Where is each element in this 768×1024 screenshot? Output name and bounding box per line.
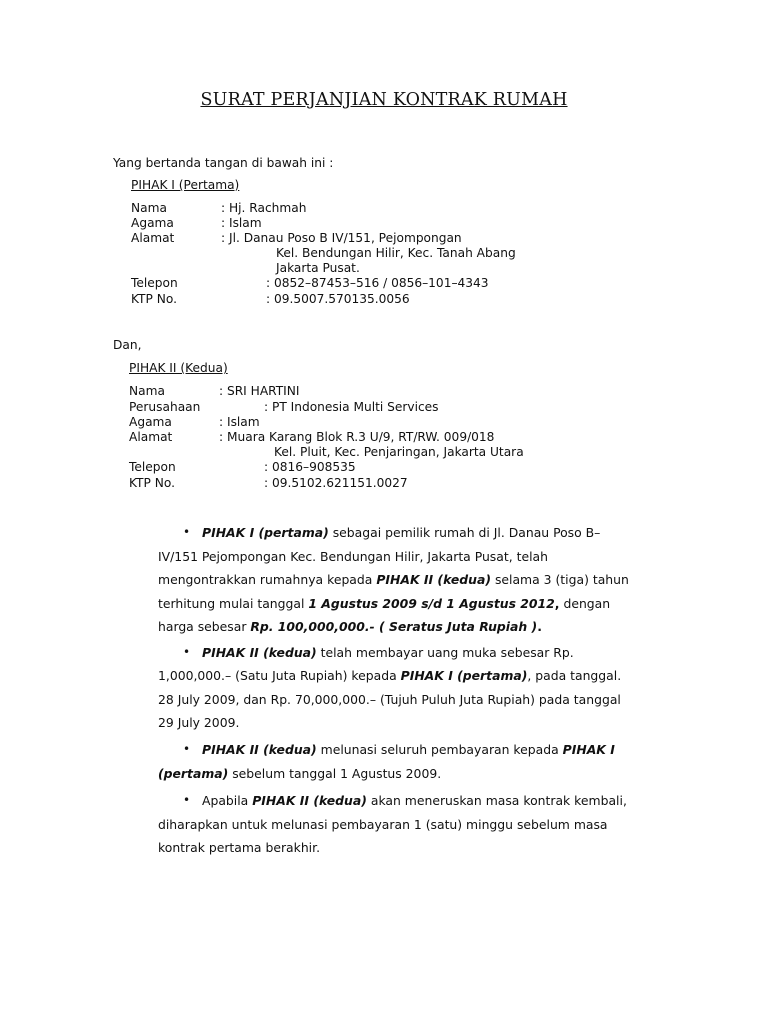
- pihak2-nama-value: : SRI HARTINI: [219, 384, 300, 398]
- dan-text: Dan,: [113, 338, 142, 352]
- clause2-line4: 29 July 2009.: [158, 715, 240, 730]
- clause4-line1: Apabila PIHAK II (kedua) akan meneruskan masa kontrak kembali,: [202, 793, 627, 808]
- pihak1-ktp-label: KTP No.: [131, 292, 177, 306]
- bullet-icon: •: [183, 742, 191, 756]
- pihak2-agama-value: : Islam: [219, 415, 260, 429]
- bullet-icon: •: [183, 645, 191, 659]
- clause2-line3: 28 July 2009, dan Rp. 70,000,000.– (Tujuh Puluh Juta Rupiah) pada tanggal: [158, 692, 621, 707]
- clause2-line1: PIHAK II (kedua) telah membayar uang muka sebesar Rp.: [202, 645, 574, 660]
- pihak2-agama-label: Agama: [129, 415, 172, 429]
- document-title: SURAT PERJANJIAN KONTRAK RUMAH: [200, 90, 568, 110]
- pihak1-telepon-label: Telepon: [131, 276, 178, 290]
- pihak2-heading: PIHAK II (Kedua): [129, 361, 228, 375]
- pihak1-alamat-value-2: Kel. Bendungan Hilir, Kec. Tanah Abang: [276, 246, 516, 260]
- clause1-line2: IV/151 Pejompongan Kec. Bendungan Hilir, Jakarta Pusat, telah: [158, 549, 548, 564]
- clause1-line3: mengontrakkan rumahnya kepada PIHAK II (kedua) selama 3 (tiga) tahun: [158, 572, 629, 587]
- pihak2-ktp-value: : 09.5102.621151.0027: [264, 476, 408, 490]
- pihak1-nama-label: Nama: [131, 201, 167, 215]
- pihak2-telepon-label: Telepon: [129, 460, 176, 474]
- pihak2-alamat-label: Alamat: [129, 430, 173, 444]
- pihak2-telepon-value: : 0816–908535: [264, 460, 356, 474]
- pihak2-alamat-value-2: Kel. Pluit, Kec. Penjaringan, Jakarta Utara: [274, 445, 524, 459]
- pihak1-alamat-value-1: : Jl. Danau Poso B IV/151, Pejompongan: [221, 231, 462, 245]
- clause1-line1: PIHAK I (pertama) sebagai pemilik rumah di Jl. Danau Poso B–: [202, 525, 601, 540]
- pihak2-ktp-label: KTP No.: [129, 476, 175, 490]
- bullet-icon: •: [183, 525, 191, 539]
- pihak1-nama-value: : Hj. Rachmah: [221, 201, 307, 215]
- pihak2-perusahaan-label: Perusahaan: [129, 400, 201, 414]
- clause1-line5: harga sebesar Rp. 100,000,000.- ( Seratus Juta Rupiah ).: [158, 619, 542, 634]
- clause3-line2: (pertama) sebelum tanggal 1 Agustus 2009.: [158, 766, 442, 781]
- clause4-line3: kontrak pertama berakhir.: [158, 840, 321, 855]
- pihak1-ktp-value: : 09.5007.570135.0056: [266, 292, 410, 306]
- clause4-line2: diharapkan untuk melunasi pembayaran 1 (satu) minggu sebelum masa: [158, 817, 608, 832]
- bullet-icon: •: [183, 793, 191, 807]
- pihak1-alamat-label: Alamat: [131, 231, 175, 245]
- pihak1-heading: PIHAK I (Pertama): [131, 178, 240, 192]
- pihak2-perusahaan-value: : PT Indonesia Multi Services: [264, 400, 439, 414]
- pihak2-nama-label: Nama: [129, 384, 165, 398]
- clause3-line1: PIHAK II (kedua) melunasi seluruh pembayaran kepada PIHAK I: [202, 742, 615, 757]
- clause2-line2: 1,000,000.– (Satu Juta Rupiah) kepada PIHAK I (pertama), pada tanggal.: [158, 668, 622, 683]
- pihak2-alamat-value-1: : Muara Karang Blok R.3 U/9, RT/RW. 009/018: [219, 430, 495, 444]
- pihak1-agama-value: : Islam: [221, 216, 262, 230]
- clause1-line4: terhitung mulai tanggal 1 Agustus 2009 s/d 1 Agustus 2012, dengan: [158, 596, 611, 611]
- intro-text: Yang bertanda tangan di bawah ini :: [113, 156, 334, 170]
- pihak1-alamat-value-3: Jakarta Pusat.: [276, 261, 360, 275]
- pihak1-agama-label: Agama: [131, 216, 174, 230]
- pihak1-telepon-value: : 0852–87453–516 / 0856–101–4343: [266, 276, 489, 290]
